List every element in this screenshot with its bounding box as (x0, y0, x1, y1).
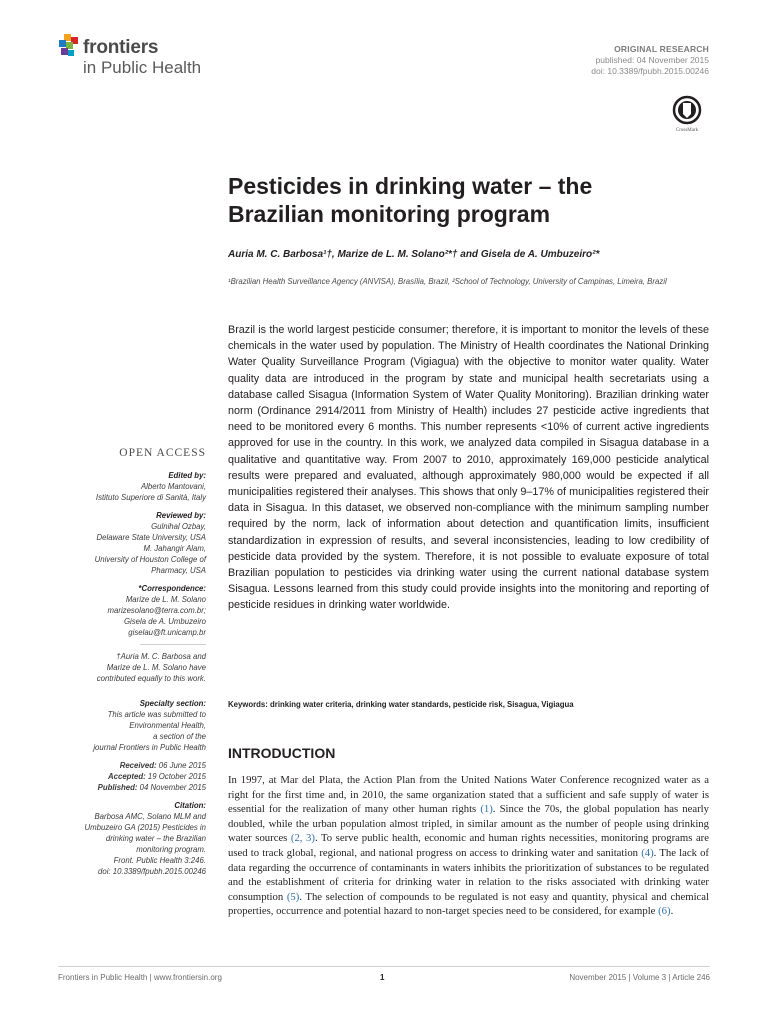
published-date: published: 04 November 2015 (595, 55, 709, 65)
crossmark-label: CrossMark (675, 128, 699, 133)
article-type: ORIGINAL RESEARCH (614, 44, 709, 54)
citation-line: drinking water – the Brazilian (105, 834, 206, 843)
published-date-sidebar: Published: 04 November 2015 (97, 783, 206, 792)
specialty-line: Environmental Health, (129, 721, 206, 730)
specialty-line: a section of the (153, 732, 206, 741)
correspondence-line: Marize de L. M. Solano (125, 595, 206, 604)
citation-link[interactable]: (1) (480, 803, 493, 816)
title-line-2: Brazilian monitoring program (228, 201, 551, 227)
doi-link[interactable]: doi: 10.3389/fpubh.2015.00246 (591, 66, 709, 76)
correspondence-line: Gisela de A. Umbuzeiro (123, 617, 206, 626)
specialty-section-label: Specialty section: (139, 699, 206, 708)
reviewer-line: Gulnihal Ozbay, (151, 522, 206, 531)
logo-text-frontiers: frontiers (83, 37, 159, 58)
equal-contribution-line: †Auria M. C. Barbosa and (116, 652, 206, 661)
introduction-paragraph: In 1997, at Mar del Plata, the Action Plan from the United Nations Water Conference recognized water as a right for the first time and, in 2010, the same organization stated that a sufficient and safe supply of water is essential for the realization of many other human rights (1). Since the 70s, the global population has nearly doubled, while the urban population almost tripled, in similar amount as the number of people using drinking water sources (2, 3). To serve public health, economic and human rights necessities, monitoring programs are used to track global, regional, and national progress on access to drinking water and sanitation (4). The lack of data regarding the occurrence of contaminants in waters inhibits the prioritization of substances to be regulated and the establishment of criteria for drinking water in relation to the risks associated with drinking water consumption (5). The selection of compounds to be regulated is not easy and quantity, physical and chemical properties, occurrence and potential hazard to non-target species need to be considered, for example (6). (228, 774, 710, 918)
specialty-line: This article was submitted to (107, 710, 206, 719)
reviewer-line: Pharmacy, USA (151, 566, 206, 575)
journal-logo (58, 34, 228, 82)
edited-by-label: Edited by: (168, 471, 206, 480)
citation-doi[interactable]: doi: 10.3389/fpubh.2015.00246 (98, 867, 206, 876)
footer-rule (58, 966, 710, 967)
author-list: Auria M. C. Barbosa¹†, Marize de L. M. Solano²*† and Gisela de A. Umbuzeiro²* (228, 249, 600, 260)
citation-link[interactable]: (2, 3) (290, 832, 315, 845)
frontiers-logo-icon (58, 34, 80, 60)
sidebar-divider (140, 644, 206, 645)
keywords: Keywords: drinking water criteria, drinking water standards, pesticide risk, Sisagua, Vigiagua (228, 700, 574, 709)
affiliations: ¹Brazilian Health Surveillance Agency (ANVISA), Brasília, Brazil, ²School of Technology, University of Campinas, Limeira, Brazil (228, 277, 667, 286)
equal-contribution-line: Marize de L. M. Solano have (106, 663, 206, 672)
article-meta-header (591, 44, 709, 77)
citation-line: Barbosa AMC, Solano MLM and (94, 812, 206, 821)
reviewer-line: M. Jahangir Alam, (143, 544, 206, 553)
section-heading-introduction: INTRODUCTION (228, 745, 336, 761)
open-access-label: OPEN ACCESS (119, 447, 206, 459)
citation-link[interactable]: (5) (286, 890, 300, 903)
citation-link[interactable]: (6) (658, 905, 671, 918)
accepted-date: Accepted: 19 October 2015 (108, 772, 206, 781)
reviewer-line: University of Houston College of (94, 555, 206, 564)
citation-label: Citation: (174, 801, 206, 810)
editor-line: Istituto Superiore di Sanità, Italy (95, 493, 206, 502)
citation-line: Front. Public Health 3:246. (113, 856, 206, 865)
reviewer-line: Delaware State University, USA (96, 533, 206, 542)
received-date: Received: 06 June 2015 (119, 761, 206, 770)
correspondence-label: *Correspondence: (138, 584, 206, 593)
citation-line: Umbuzeiro GA (2015) Pesticides in (84, 823, 206, 832)
article-sidebar (60, 448, 206, 877)
footer-issue: November 2015 | Volume 3 | Article 246 (569, 973, 710, 982)
title-line-1: Pesticides in drinking water – the (228, 173, 593, 199)
abstract: Brazil is the world largest pesticide consumer; therefore, it is important to monitor the levels of these chemicals in the water used by population. The Ministry of Health coordinates the National Drinking Water Quality Surveillance Program (Vigiagua) with the objective to monitor water quality. Water quality data are introduced in the program by state and municipal health secretariats using a database called Sisagua (Information System of Water Quality Monitoring). Brazilian drinking water norm (Ordinance 2914/2011 from Ministry of Health) includes 27 pesticide active ingredients that need to be monitored every 6 months. This number represents <10% of current active ingredients approved for use in the country. In this work, we analyzed data compiled in Sisagua database in a qualitative and quantitative way. From 2007 to 2010, approximately 169,000 pesticide analytical results were prepared and evaluated, although approximately 980,000 would be expected if all municipalities registered their analyses. This shows that only 9–17% of municipalities registered their data in Sisagua. In this dataset, we observed non-compliance with the minimum sampling number required by the norm, lack of information about detection and quantification limits, insufficient standardization in expression of results, and several inconsistencies, leading to low credibility of pesticide data provided by the system. Therefore, it is not possible to evaluate exposure of total Brazilian population to pesticides via drinking water using the current national database system Sisagua. Lessons learned from this study could provide insights into the monitoring and reporting of pesticide residues in drinking water worldwide. (228, 324, 709, 612)
correspondence-email[interactable]: giselau@ft.unicamp.br (128, 628, 206, 637)
crossmark-icon (672, 95, 702, 125)
footer-journal[interactable]: Frontiers in Public Health | www.frontiersin.org (58, 973, 222, 982)
equal-contribution-line: contributed equally to this work. (96, 674, 206, 683)
page-number: 1 (380, 973, 385, 982)
editor-line: Alberto Mantovani, (140, 482, 206, 491)
article-title (228, 172, 698, 228)
correspondence-email[interactable]: marizesolano@terra.com.br; (107, 606, 206, 615)
citation-link[interactable]: (4) (641, 846, 654, 859)
logo-text-journal: in Public Health (83, 58, 202, 77)
citation-line: monitoring program. (136, 845, 206, 854)
crossmark-badge[interactable] (668, 95, 706, 135)
specialty-line: journal Frontiers in Public Health (93, 743, 206, 752)
reviewed-by-label: Reviewed by: (156, 511, 206, 520)
